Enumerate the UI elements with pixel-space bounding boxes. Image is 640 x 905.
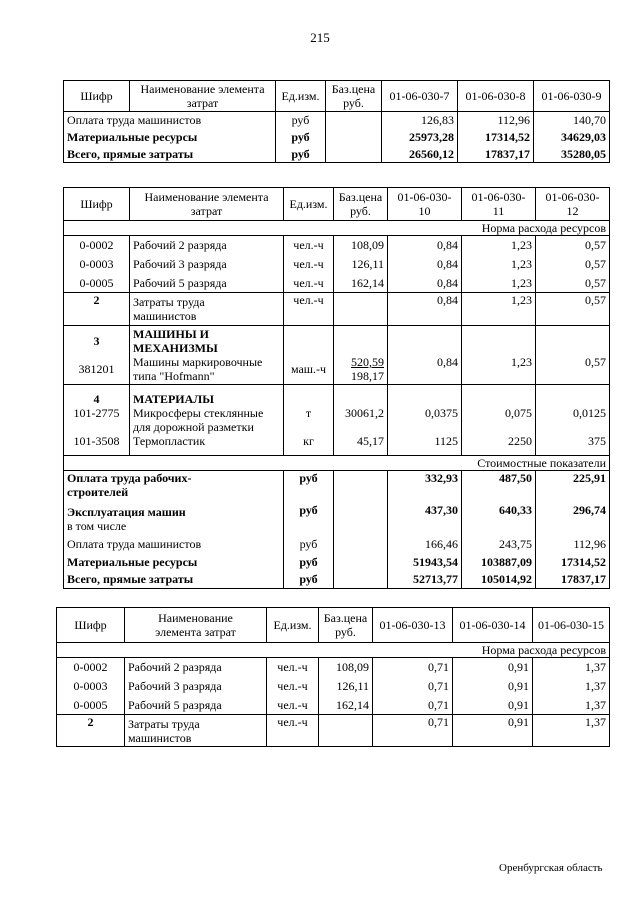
norm-label: Норма расхода ресурсов <box>64 221 610 236</box>
row-value: 1,23 <box>462 236 536 255</box>
row-name: МАТЕРИАЛЫ Микросферы стеклянные для дорожной разметки Термопластик <box>130 385 284 456</box>
header-unit: Ед.изм. <box>284 188 334 221</box>
row-value: 0,71 <box>373 658 453 677</box>
row-unit: чел.-ч <box>267 696 319 715</box>
row-unit: руб <box>284 503 334 535</box>
header-col-1: 01-06-030- 10 <box>388 188 462 221</box>
row-value: 1,37 <box>533 658 610 677</box>
row-code: 0-0003 <box>57 677 125 696</box>
row-price: 108,09 <box>334 236 388 255</box>
row-value: 0,0375 1125 <box>388 385 462 456</box>
row-name: Оплата труда рабочих- строителей <box>64 471 284 503</box>
table-row <box>64 535 610 553</box>
header-col-2: 01-06-030- 11 <box>462 188 536 221</box>
row-value: 0,84 <box>388 326 462 385</box>
header-col-2: 01-06-030-14 <box>453 608 533 643</box>
row-unit: чел.-ч <box>284 293 334 326</box>
header-code: Шифр <box>64 81 130 112</box>
row-unit: руб <box>276 112 326 129</box>
header-price: Баз.цена руб. <box>319 608 373 643</box>
table-row <box>64 503 610 535</box>
row-value: 640,33 <box>462 503 536 535</box>
row-value: 0,57 <box>536 274 610 293</box>
header-unit: Ед.изм. <box>267 608 319 643</box>
row-value: 34629,03 <box>534 129 610 146</box>
row-value: 52713,77 <box>388 571 462 589</box>
row-value: 126,83 <box>382 112 458 129</box>
row-unit: чел.-ч <box>284 274 334 293</box>
row-unit: т кг <box>284 385 334 456</box>
row-value: 0,57 <box>536 326 610 385</box>
row-value: 51943,54 <box>388 553 462 571</box>
row-name: МАШИНЫ И МЕХАНИЗМЫ Машины маркировочные типа "Hofmann" <box>130 326 284 385</box>
row-name: Затраты труда машинистов <box>130 293 284 326</box>
row-value: 0,075 2250 <box>462 385 536 456</box>
norm-label: Норма расхода ресурсов <box>57 643 610 658</box>
header-price: Баз.цена руб. <box>334 188 388 221</box>
row-value: 0,57 <box>536 293 610 326</box>
row-price: 30061,2 45,17 <box>334 385 388 456</box>
table-row <box>57 696 610 715</box>
row-code: 2 <box>57 715 125 747</box>
row-value: 332,93 <box>388 471 462 503</box>
header-col-3: 01-06-030- 12 <box>536 188 610 221</box>
cost-label-row <box>64 456 610 471</box>
row-value: 0,84 <box>388 236 462 255</box>
header-name: Наименование элемента затрат <box>125 608 267 643</box>
row-value: 0,71 <box>373 677 453 696</box>
table-row <box>64 112 610 129</box>
row-value: 437,30 <box>388 503 462 535</box>
row-value: 35280,05 <box>534 146 610 163</box>
row-unit: чел.-ч <box>267 658 319 677</box>
row-value: 225,91 <box>536 471 610 503</box>
header-code: Шифр <box>64 188 130 221</box>
header-col-3: 01-06-030-15 <box>533 608 610 643</box>
header-unit: Ед.изм. <box>276 81 326 112</box>
header-row <box>64 188 610 221</box>
row-name: Эксплуатация машин в том числе <box>64 503 284 535</box>
row-unit: чел.-ч <box>267 715 319 747</box>
row-unit: чел.-ч <box>284 236 334 255</box>
row-name: Материальные ресурсы <box>64 129 276 146</box>
header-name: Наименование элемента затрат <box>130 81 276 112</box>
row-name: Оплата труда машинистов <box>64 535 284 553</box>
cost-table-1 <box>63 80 610 163</box>
row-value: 26560,12 <box>382 146 458 163</box>
row-value: 17837,17 <box>536 571 610 589</box>
row-name: Рабочий 3 разряда <box>125 677 267 696</box>
row-value: 0,57 <box>536 236 610 255</box>
row-value: 0,0125 375 <box>536 385 610 456</box>
row-name: Рабочий 5 разряда <box>130 274 284 293</box>
row-price: 162,14 <box>319 696 373 715</box>
row-value: 0,91 <box>453 658 533 677</box>
header-price: Баз.цена руб. <box>326 81 382 112</box>
norm-label-row <box>57 643 610 658</box>
header-row <box>57 608 610 643</box>
row-name: Рабочий 2 разряда <box>125 658 267 677</box>
row-unit: руб <box>284 553 334 571</box>
row-price: 162,14 <box>334 274 388 293</box>
row-code: 0-0003 <box>64 255 130 274</box>
table-row <box>64 553 610 571</box>
row-value: 112,96 <box>536 535 610 553</box>
row-value: 0,84 <box>388 293 462 326</box>
header-row <box>64 81 610 112</box>
row-price: 126,11 <box>319 677 373 696</box>
materials-row <box>64 385 610 456</box>
row-value: 487,50 <box>462 471 536 503</box>
row-code: 3 381201 <box>64 326 130 385</box>
header-name: Наименование элемента затрат <box>130 188 284 221</box>
header-col-2: 01-06-030-8 <box>458 81 534 112</box>
row-code: 4 101-2775 101-3508 <box>64 385 130 456</box>
row-value: 0,91 <box>453 715 533 747</box>
row-value: 1,23 <box>462 274 536 293</box>
row-unit: руб <box>284 535 334 553</box>
row-value: 25973,28 <box>382 129 458 146</box>
row-value: 0,71 <box>373 715 453 747</box>
row-unit: руб <box>284 471 334 503</box>
row-value: 0,91 <box>453 677 533 696</box>
row-name: Оплата труда машинистов <box>64 112 276 129</box>
row-unit: руб <box>276 146 326 163</box>
row-value: 0,84 <box>388 255 462 274</box>
row-value: 140,70 <box>534 112 610 129</box>
table-row <box>64 293 610 326</box>
row-code: 2 <box>64 293 130 326</box>
row-value: 1,37 <box>533 677 610 696</box>
row-name: Всего, прямые затраты <box>64 146 276 163</box>
table-row <box>64 129 610 146</box>
row-unit: маш.-ч <box>284 326 334 385</box>
row-value: 243,75 <box>462 535 536 553</box>
row-value: 1,37 <box>533 715 610 747</box>
cost-table-2 <box>63 187 610 589</box>
row-value: 112,96 <box>458 112 534 129</box>
table-row <box>64 571 610 589</box>
table-row <box>64 146 610 163</box>
row-name: Затраты труда машинистов <box>125 715 267 747</box>
row-name: Рабочий 3 разряда <box>130 255 284 274</box>
row-price: 520,59 198,17 <box>334 326 388 385</box>
table-row <box>64 471 610 503</box>
page-number: 215 <box>310 30 330 45</box>
row-code: 0-0005 <box>57 696 125 715</box>
row-price: 108,09 <box>319 658 373 677</box>
row-name: Рабочий 2 разряда <box>130 236 284 255</box>
row-unit: руб <box>276 129 326 146</box>
row-value: 0,84 <box>388 274 462 293</box>
row-value: 0,71 <box>373 696 453 715</box>
header-col-1: 01-06-030-13 <box>373 608 453 643</box>
row-name: Рабочий 5 разряда <box>125 696 267 715</box>
table-row <box>57 715 610 747</box>
header-col-3: 01-06-030-9 <box>534 81 610 112</box>
cost-label: Стоимостные показатели <box>64 456 610 471</box>
table-row <box>64 255 610 274</box>
row-value: 0,91 <box>453 696 533 715</box>
row-code: 0-0002 <box>57 658 125 677</box>
row-value: 296,74 <box>536 503 610 535</box>
table-row <box>64 236 610 255</box>
row-value: 1,23 <box>462 293 536 326</box>
row-code: 0-0005 <box>64 274 130 293</box>
table-row <box>64 274 610 293</box>
row-unit: чел.-ч <box>267 677 319 696</box>
row-value: 166,46 <box>388 535 462 553</box>
row-value: 1,37 <box>533 696 610 715</box>
row-unit: чел.-ч <box>284 255 334 274</box>
row-code: 0-0002 <box>64 236 130 255</box>
row-value: 0,57 <box>536 255 610 274</box>
row-value: 17314,52 <box>458 129 534 146</box>
header-code: Шифр <box>57 608 125 643</box>
machines-row <box>64 326 610 385</box>
row-value: 17314,52 <box>536 553 610 571</box>
row-unit: руб <box>284 571 334 589</box>
footer-region: Оренбургская область <box>499 862 603 874</box>
row-value: 1,23 <box>462 255 536 274</box>
row-name: Материальные ресурсы <box>64 553 284 571</box>
row-name: Всего, прямые затраты <box>64 571 284 589</box>
row-price: 126,11 <box>334 255 388 274</box>
row-value: 17837,17 <box>458 146 534 163</box>
table-row <box>57 658 610 677</box>
header-col-1: 01-06-030-7 <box>382 81 458 112</box>
norm-label-row <box>64 221 610 236</box>
cost-table-3 <box>56 607 610 747</box>
row-value: 105014,92 <box>462 571 536 589</box>
table-row <box>57 677 610 696</box>
row-value: 103887,09 <box>462 553 536 571</box>
row-value: 1,23 <box>462 326 536 385</box>
